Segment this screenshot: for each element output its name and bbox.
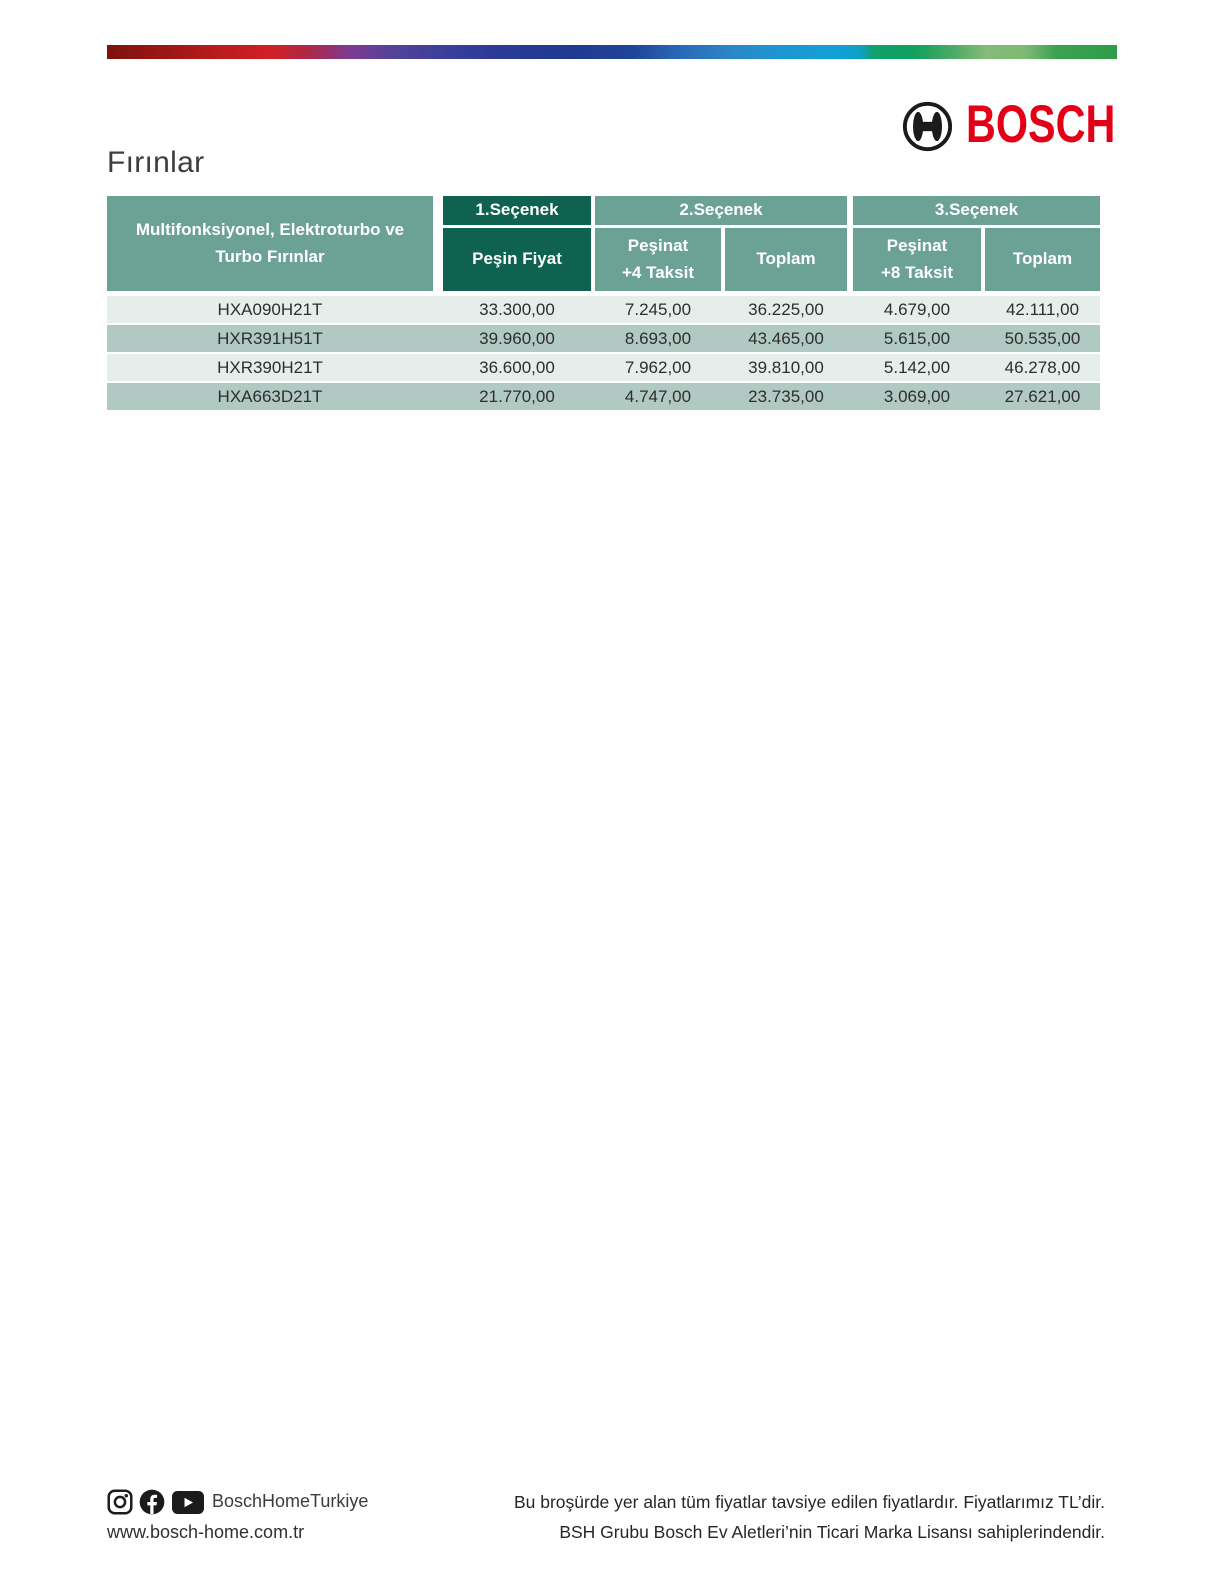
header-option-3: 3.Seçenek [853, 196, 1100, 225]
price-cell: 21.770,00 [479, 387, 555, 406]
price-cell: 7.245,00 [624, 300, 692, 319]
bosch-armature-icon [901, 100, 954, 153]
model-cell: HXR391H51T [217, 329, 323, 348]
group-header-line1: Multifonksiyonel, Elektroturbo ve [135, 220, 405, 240]
disclaimer-line-2: BSH Grubu Bosch Ev Aletleri’nin Ticari Marka Lisansı sahiplerindendir. [559, 1522, 1105, 1542]
model-cell: HXA663D21T [217, 387, 323, 406]
table-group-header [107, 196, 433, 291]
website-link[interactable]: www.bosch-home.com.tr [107, 1522, 305, 1542]
header-sub-pesin-fiyat: Peşin Fiyat [443, 228, 591, 291]
price-cell: 7.962,00 [624, 358, 692, 377]
header-option-2: 2.Seçenek [595, 196, 847, 225]
brand-gradient-bar [107, 45, 1117, 59]
instagram-icon[interactable] [107, 1489, 133, 1515]
model-cell: HXA090H21T [217, 300, 323, 319]
disclaimer-line-1: Bu broşürde yer alan tüm fiyatlar tavsiye edilen fiyatlardır. Fiyatlarımız TL’dir. [513, 1492, 1105, 1512]
table-row [107, 354, 1100, 381]
price-cell: 43.465,00 [748, 329, 824, 348]
model-cell: HXR390H21T [217, 358, 323, 377]
facebook-icon[interactable] [139, 1489, 165, 1515]
price-cell: 39.810,00 [748, 358, 824, 377]
group-header-line2: Turbo Fırınlar [215, 246, 325, 266]
header-sub-toplam-2: Toplam [725, 228, 847, 291]
page-title: Fırınlar [107, 146, 205, 179]
header-sub-pesinat-8taksit [853, 228, 981, 291]
header-sub-toplam-3: Toplam [985, 228, 1100, 291]
header-option-1: 1.Seçenek [443, 196, 591, 225]
social-handle: BoschHomeTurkiye [212, 1491, 369, 1511]
taksit-8-label: +8 Taksit [881, 262, 953, 282]
price-cell: 46.278,00 [1004, 358, 1081, 377]
price-cell: 42.111,00 [1005, 300, 1080, 319]
price-cell: 33.300,00 [479, 300, 555, 319]
price-cell: 8.693,00 [624, 329, 692, 348]
bosch-logotype: BOSCH [966, 95, 1116, 154]
price-cell: 50.535,00 [1004, 329, 1081, 348]
price-cell: 23.735,00 [748, 387, 824, 406]
pesinat-label: Peşinat [886, 236, 948, 256]
pesinat-label: Peşinat [627, 236, 689, 256]
price-cell: 3.069,00 [883, 387, 951, 406]
price-cell: 27.621,00 [1004, 387, 1081, 406]
price-cell: 39.960,00 [479, 329, 555, 348]
youtube-icon[interactable] [172, 1491, 204, 1514]
price-cell: 5.615,00 [883, 329, 951, 348]
price-cell: 5.142,00 [883, 358, 951, 377]
price-table [107, 196, 1100, 412]
price-cell: 4.679,00 [883, 300, 951, 319]
disclaimer [400, 1487, 1105, 1547]
header-sub-pesinat-4taksit [595, 228, 721, 291]
price-cell: 36.600,00 [479, 358, 555, 377]
table-row [107, 325, 1100, 352]
table-row [107, 296, 1100, 323]
taksit-4-label: +4 Taksit [622, 262, 694, 282]
price-cell: 36.225,00 [748, 300, 824, 319]
table-row [107, 383, 1100, 410]
price-cell: 4.747,00 [624, 387, 692, 406]
